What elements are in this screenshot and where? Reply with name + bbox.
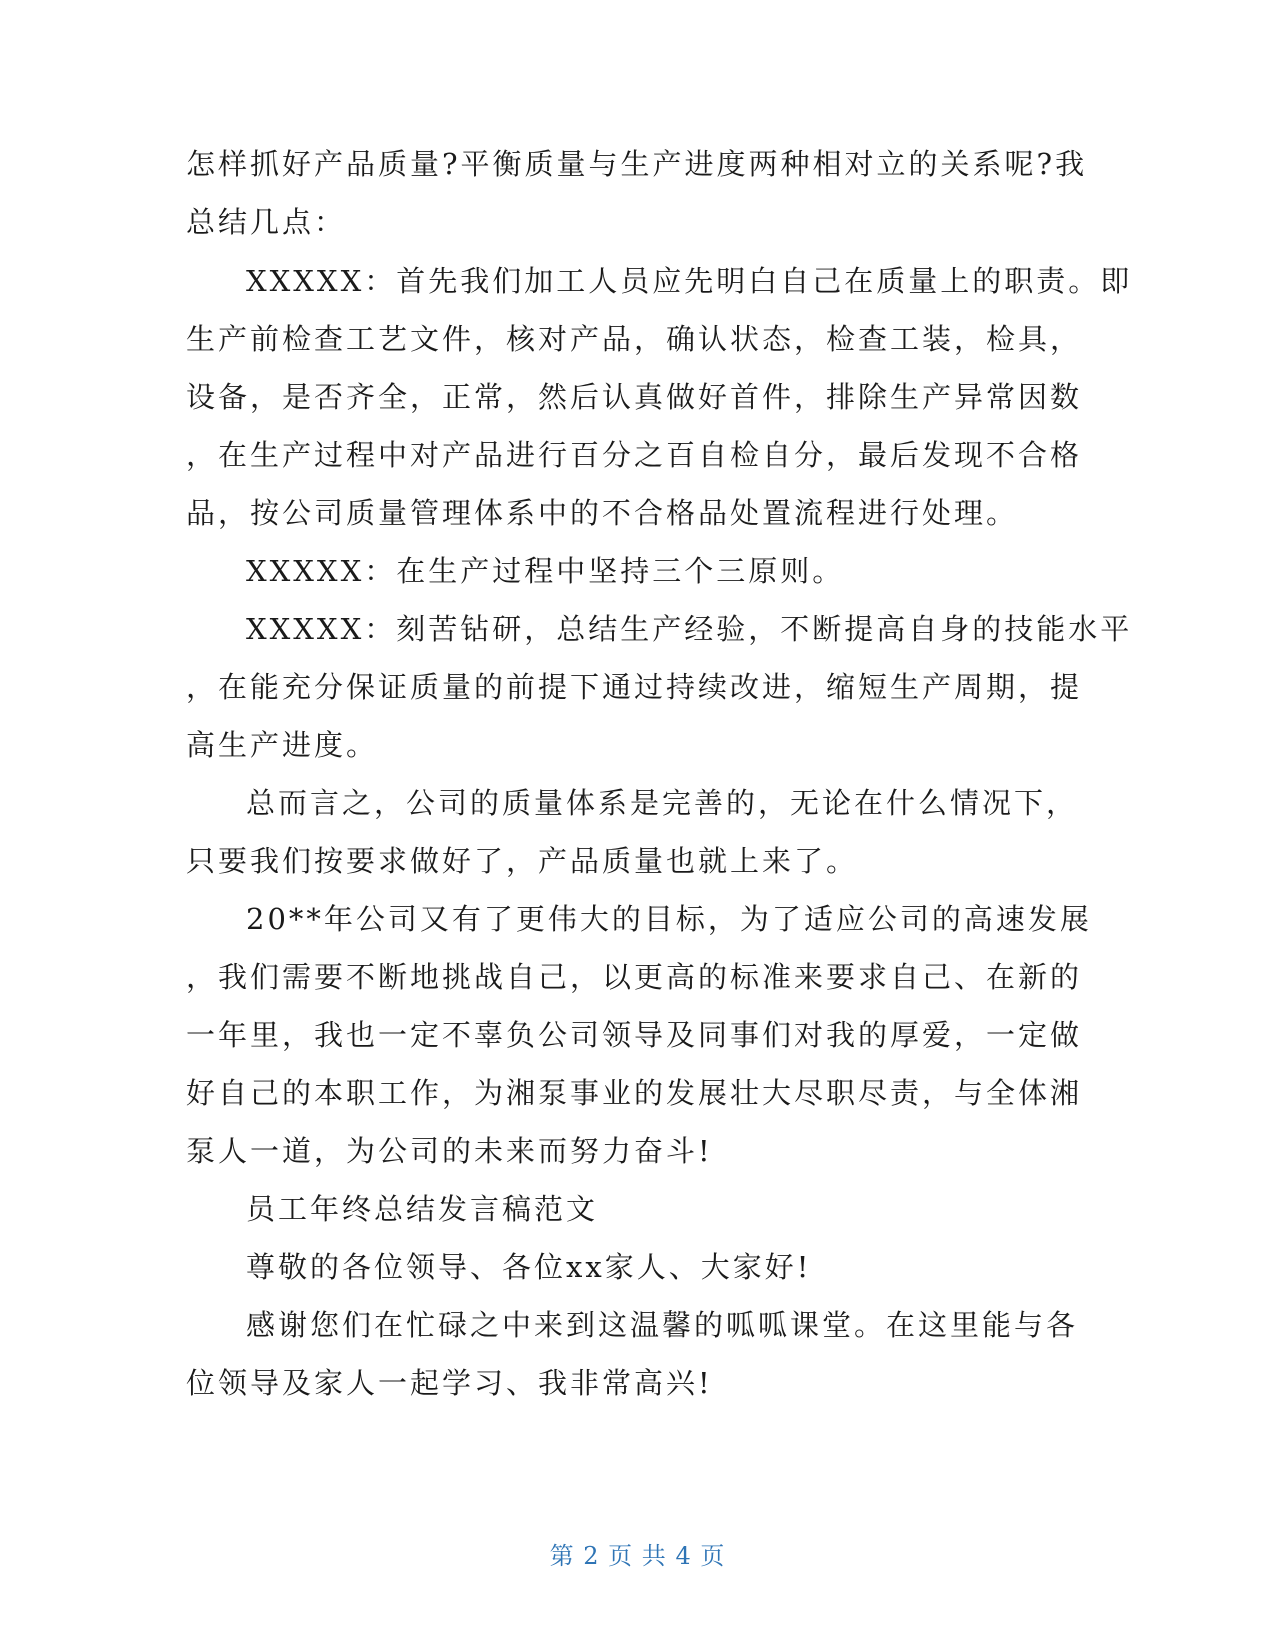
section-heading: 员工年终总结发言稿范文 (246, 1192, 599, 1226)
text-line: 尊敬的各位领导、各位xx家人、大家好! (246, 1250, 812, 1284)
text-line: 位领导及家人一起学习、我非常高兴! (186, 1366, 713, 1400)
text-line: 怎样抓好产品质量?平衡质量与生产进度两种相对立的关系呢?我 (186, 147, 1088, 181)
text-line: 感谢您们在忙碌之中来到这温馨的呱呱课堂。在这里能与各 (246, 1308, 1079, 1342)
text-line: 品，按公司质量管理体系中的不合格品处置流程进行处理。 (186, 496, 1019, 530)
text-line: XXXXX：在生产过程中坚持三个三原则。 (246, 554, 845, 588)
text-line: 高生产进度。 (186, 728, 379, 762)
text-line: 泵人一道，为公司的未来而努力奋斗! (186, 1134, 713, 1168)
text-line: ，在能充分保证质量的前提下通过持续改进，缩短生产周期，提 (186, 670, 1083, 704)
text-line: XXXXX：首先我们加工人员应先明白自己在质量上的职责。即 (246, 264, 1133, 298)
text-line: 设备，是否齐全，正常，然后认真做好首件，排除生产异常因数 (186, 380, 1083, 414)
text-line: 20**年公司又有了更伟大的目标，为了适应公司的高速发展 (246, 902, 1092, 936)
text-line: XXXXX：刻苦钻研，总结生产经验，不断提高自身的技能水平 (246, 612, 1133, 646)
text-line: 总结几点： (186, 205, 347, 239)
text-line: ，在生产过程中对产品进行百分之百自检自分，最后发现不合格 (186, 438, 1083, 472)
text-line: 一年里，我也一定不辜负公司领导及同事们对我的厚爱，一定做 (186, 1018, 1083, 1052)
text-line: 总而言之，公司的质量体系是完善的，无论在什么情况下， (246, 786, 1079, 820)
text-line: 好自己的本职工作，为湘泵事业的发展壮大尽职尽责，与全体湘 (186, 1076, 1083, 1110)
text-line: 生产前检查工艺文件，核对产品，确认状态，检查工装，检具， (186, 322, 1083, 356)
text-line: 只要我们按要求做好了，产品质量也就上来了。 (186, 844, 859, 878)
text-line: ，我们需要不断地挑战自己，以更高的标准来要求自己、在新的 (186, 960, 1083, 994)
page-number-footer: 第 2 页 共 4 页 (549, 1542, 726, 1570)
